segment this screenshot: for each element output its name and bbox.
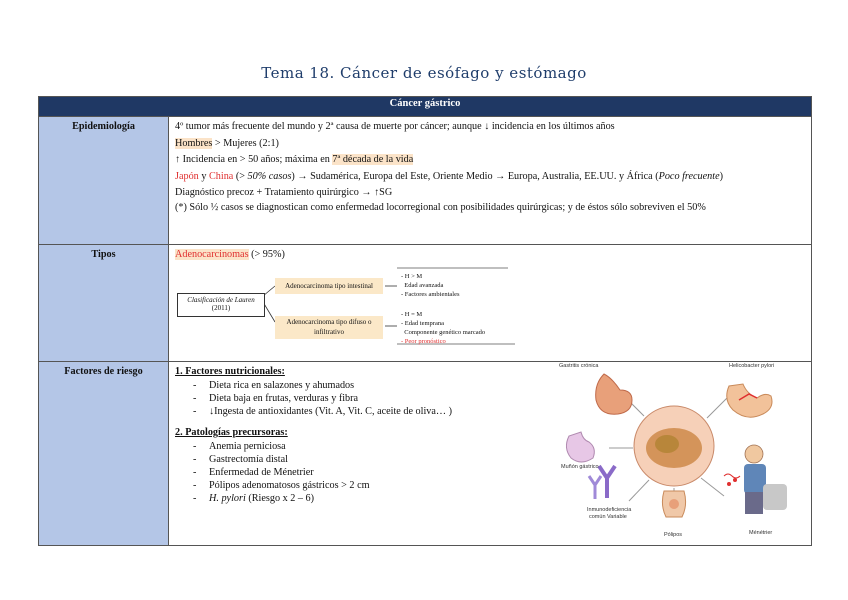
- epi-paren: (>: [233, 170, 248, 182]
- label-menetrier: Ménétrier: [749, 530, 773, 536]
- label-helicobacter: Helicobacter pylori: [729, 363, 775, 369]
- lauren-diagram: [175, 264, 805, 356]
- epi-china: China: [208, 170, 234, 182]
- type2-feature: Componente genético marcado: [404, 328, 486, 336]
- epi-decada: 7ª década de la vida: [332, 154, 414, 165]
- tipos-percent: (> 95%): [248, 249, 285, 260]
- tipos-label: Tipos: [39, 245, 169, 362]
- epi-japon: Japón: [175, 170, 199, 182]
- hpylori-text: H. pylori: [209, 493, 246, 504]
- type2-box: Adenocarcinoma tipo difuso o infiltrativo: [275, 316, 383, 339]
- epi-line-4: [175, 169, 805, 186]
- type2-feature: - Edad temprana: [401, 319, 444, 327]
- epidemiologia-content: [169, 117, 812, 245]
- illustration-svg: [549, 356, 811, 542]
- epidemiologia-label: Epidemiología: [39, 117, 169, 245]
- page-title: Tema 18. Cáncer de esófago y estómago: [261, 64, 587, 82]
- type1-box: Adenocarcinoma tipo intestinal: [275, 278, 383, 294]
- tipos-adenocarcinomas: Adenocarcinomas: [175, 249, 249, 260]
- epi-line-1: 4º tumor más frecuente del mundo y 2ª causa de muerte por cáncer; aunque ↓ incidencia en los últimos años: [175, 121, 615, 132]
- lauren-title: Clasificación de Lauren: [187, 295, 255, 304]
- risk-factors-illustration: [549, 356, 811, 542]
- epi-50: 50% casos: [247, 170, 292, 182]
- hpylori-risk: (Riesgo x 2 – 6): [245, 493, 314, 504]
- type1-features: [401, 272, 460, 299]
- epi-regiones: ) → Sudamérica, Europa del Este, Oriente Medio → Europa, Australia, EE.UU. y África (: [291, 170, 659, 182]
- type1-feature: - H > M: [401, 272, 423, 280]
- label-polipos: Pólipos: [664, 532, 683, 538]
- tipos-line-1: [175, 247, 805, 264]
- label-gastritis: Gastritis crónica: [559, 363, 599, 369]
- epi-y: y: [198, 170, 209, 182]
- list-item: - Dieta rica en salazones y ahumados: [193, 379, 805, 392]
- factores-content: [169, 362, 812, 546]
- label-munon: Muñón gástrico: [561, 464, 599, 470]
- lauren-year: (2011): [211, 303, 231, 312]
- epi-line-6: (*) Sólo ½ casos se diagnostican como enfermedad locorregional con posibilidades quirúrgicas; y de éstos sólo sobreviven el 50%: [175, 201, 706, 213]
- label-inmuno-2: común Variable: [589, 514, 627, 520]
- epi-mujeres: > Mujeres (2:1): [212, 137, 279, 149]
- tipos-content: [169, 245, 812, 362]
- epi-line-5: Diagnóstico precoz + Tratamiento quirúrgico → ↑SG: [175, 187, 393, 198]
- list-item: - Anemia perniciosa: [193, 440, 805, 453]
- epi-incidencia: ↑ Incidencia en > 50 años; máxima en: [175, 154, 333, 165]
- type2-features: [401, 310, 485, 346]
- type1-feature: - Factores ambientales: [401, 290, 460, 298]
- table-header: Cáncer gástrico: [39, 97, 812, 117]
- type2-feature: - H = M: [401, 310, 423, 318]
- nutricionales-heading: 1. Factores nutricionales:: [175, 366, 285, 377]
- type1-feature: Edad avanzada: [404, 281, 444, 289]
- epi-hombres: Hombres: [175, 137, 213, 149]
- type2-feature: - Peor pronóstico: [401, 337, 446, 345]
- label-inmuno-1: Inmunodeficiencia: [587, 507, 632, 513]
- list-item: - Pólipos adenomatosos gástricos > 2 cm: [193, 479, 805, 492]
- list-item: - Gastrectomía distal: [193, 453, 805, 466]
- factores-label: Factores de riesgo: [39, 362, 169, 546]
- epi-close: ): [719, 170, 724, 182]
- list-item: - ↓Ingesta de antioxidantes (Vit. A, Vit. C, aceite de oliva… ): [193, 405, 805, 418]
- lauren-box: [177, 293, 265, 317]
- epi-line-2: [175, 136, 805, 153]
- list-item: - Dieta baja en frutas, verduras y fibra: [193, 392, 805, 405]
- list-item: - Enfermedad de Ménetrier: [193, 466, 805, 479]
- epi-poco: Poco frecuente: [658, 170, 720, 182]
- cancer-gastrico-table: [38, 96, 812, 546]
- patologias-heading: 2. Patologías precursoras:: [175, 427, 288, 438]
- epi-line-3: [175, 152, 805, 169]
